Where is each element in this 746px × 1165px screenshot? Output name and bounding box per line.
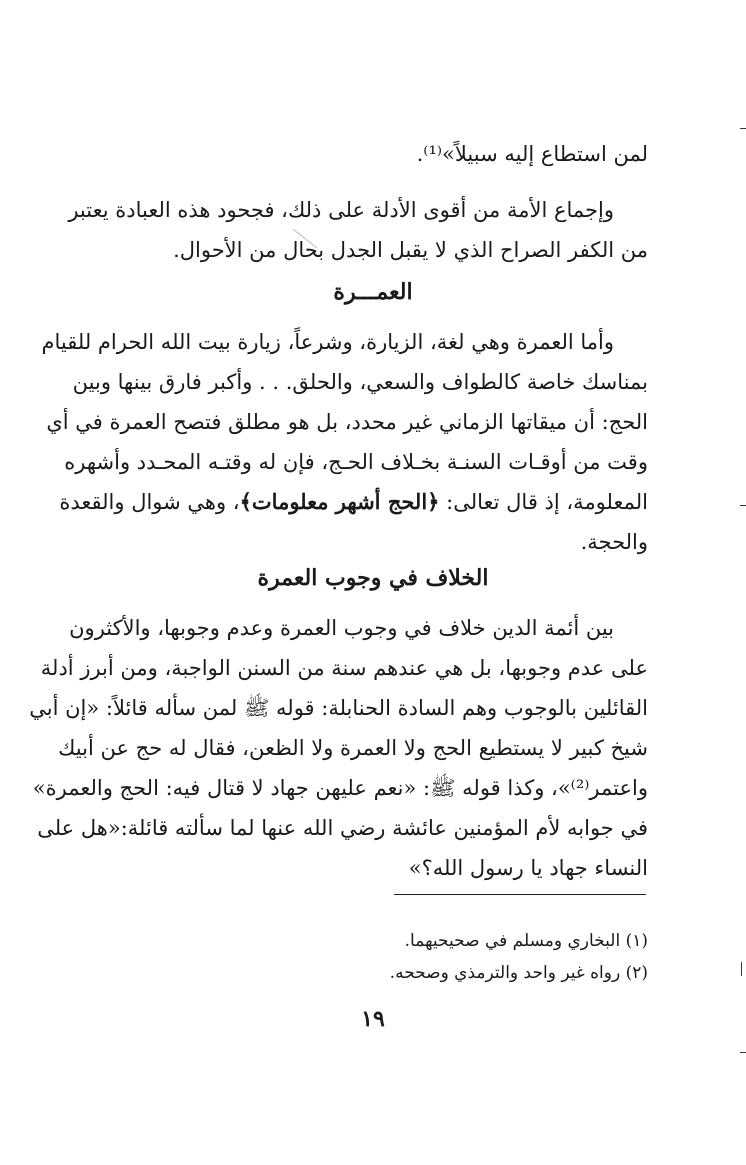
text-line-with-quote <box>59 482 648 522</box>
page-number: ١٩ <box>361 1006 385 1032</box>
text-line: وقت من أوقـات السنـة بخـلاف الحـج، فإن له وقتـه المحـدد وأشهره <box>64 450 648 474</box>
text-line-continuation: لمن استطاع إليه سبيلاً»⁽¹⁾. <box>416 142 648 166</box>
footnote-separator <box>394 894 646 895</box>
text-line: من الكفر الصراح الذي لا يقبل الجدل بحال من الأحوال. <box>173 238 648 262</box>
text-line: الحج: أن ميقاتها الزماني غير محدد، بل هو مطلق فتصح العمرة في أي <box>46 410 648 434</box>
margin-tick <box>740 505 746 506</box>
section-heading-disagreement: الخلاف في وجوب العمرة <box>257 565 489 591</box>
text-line: بين أئمة الدين خلاف في وجوب العمرة وعدم وجوبها، والأكثرون <box>69 616 614 640</box>
text-segment: ، وهي شوال والقعدة <box>59 490 240 514</box>
text-line: وأما العمرة وهي لغة، الزيارة، وشرعاً، زيارة بيت الله الحرام للقيام <box>41 330 614 354</box>
text-line: القائلين بالوجوب وهم السادة الحنابلة: قوله ﷺ لمن سأله قائلاً: «إن أبي <box>29 696 648 720</box>
quran-quote: ﴿الحج أشهر معلومات﴾ <box>239 489 440 514</box>
margin-tick <box>740 1052 746 1053</box>
text-line: شيخ كبير لا يستطيع الحج ولا العمرة ولا الظعن، فقال له حج عن أبيك <box>58 736 648 760</box>
text-line: النساء جهاد يا رسول الله؟» <box>408 856 648 880</box>
text-segment: المعلومة، إذ قال تعالى: <box>439 490 648 514</box>
footnote-2: (٢) رواه غير واحد والترمذي وصححه. <box>389 963 648 983</box>
text-line: في جوابه لأم المؤمنين عائشة رضي الله عنها لما سألته قائلة:«هل على <box>37 816 648 840</box>
footnote-1: (١) البخاري ومسلم في صحيحيهما. <box>404 931 648 951</box>
text-line: على عدم وجوبها، بل هي عندهم سنة من السنن الواجبة، ومن أبرز أدلة <box>40 656 648 680</box>
text-line: وإجماع الأمة من أقوى الأدلة على ذلك، فجحود هذه العبادة يعتبر <box>68 198 614 222</box>
text-line: واعتمر⁽²⁾»، وكذا قوله ﷺ: «نعم عليهن جهاد لا قتال فيه: الحج والعمرة» <box>32 776 648 800</box>
text-line: بمناسك خاصة كالطواف والسعي، والحلق. . . وأكبر فارق بينها وبين <box>72 370 648 394</box>
section-heading-umrah: العمـــرة <box>333 279 413 305</box>
text-line: والحجة. <box>580 530 648 554</box>
margin-tick <box>740 128 746 129</box>
margin-tick <box>741 962 742 976</box>
